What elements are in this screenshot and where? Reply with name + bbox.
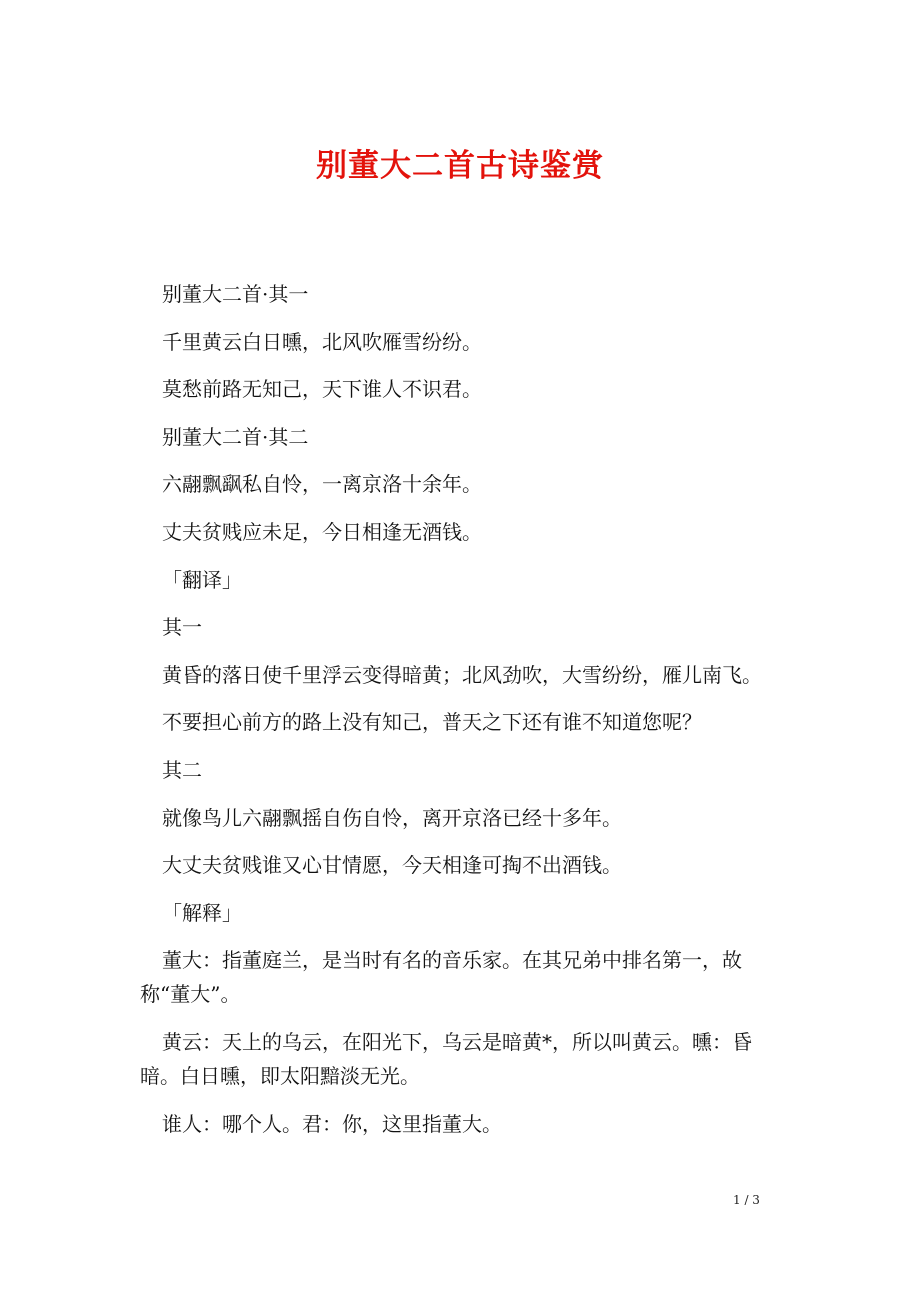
section-heading-explanation: 「解释」 <box>162 900 242 925</box>
translation-line: 大丈夫贫贱谁又心甘情愿，今天相逢可掏不出酒钱。 <box>162 853 622 878</box>
poem-line: 千里黄云白日曛，北风吹雁雪纷纷。 <box>162 329 482 354</box>
poem-line: 六翮飘飖私自怜，一离京洛十余年。 <box>162 472 482 497</box>
translation-line: 黄昏的落日使千里浮云变得暗黄；北风劲吹，大雪纷纷，雁儿南飞。 <box>162 662 762 687</box>
explanation-paragraph: 谁人：哪个人。君：你，这里指董大。 <box>162 1111 502 1136</box>
translation-line: 就像鸟儿六翮飘摇自伤自怜，离开京洛已经十多年。 <box>162 805 622 830</box>
poem-line: 莫愁前路无知己，天下谁人不识君。 <box>162 377 482 402</box>
page-number: 1 / 3 <box>733 1193 760 1207</box>
subheading: 其二 <box>162 757 202 782</box>
poem-title-1: 别董大二首·其一 <box>162 282 309 306</box>
section-heading-translation: 「翻译」 <box>162 567 242 592</box>
poem-title-2: 别董大二首·其二 <box>162 424 309 449</box>
poem-line: 丈夫贫贱应未足，今日相逢无酒钱。 <box>162 519 482 544</box>
explanation-paragraph: 黄云：天上的乌云，在阳光下，乌云是暗黄*，所以叫黄云。曛：昏暗。白日曛，即太阳黯淡无光。 <box>140 1029 752 1088</box>
translation-line: 不要担心前方的路上没有知己，普天之下还有谁不知道您呢？ <box>162 710 702 735</box>
explanation-paragraph: 董大：指董庭兰，是当时有名的音乐家。在其兄弟中排名第一，故称“董大”。 <box>140 948 742 1007</box>
document-body <box>140 277 785 1154</box>
page-title: 别董大二首古诗鉴赏 <box>316 148 604 184</box>
subheading: 其一 <box>162 615 202 640</box>
